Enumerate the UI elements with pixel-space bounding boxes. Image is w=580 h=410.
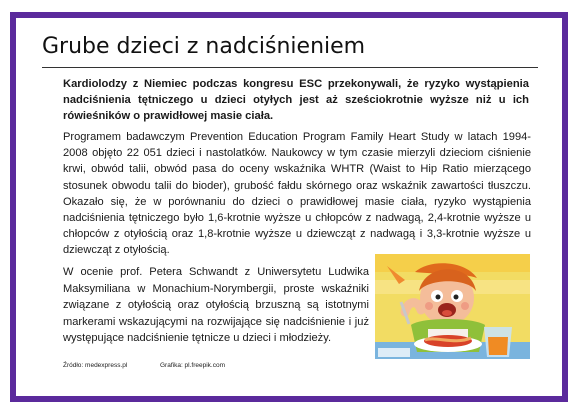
body-paragraph-opinion: W ocenie prof. Petera Schwandt z Uniwersytetu Ludwika Maksymiliana w Monachium-Norymbergii, proste wskaźniki związane z otyłością oraz otyłością brzuszną są istotnymi markerami wskazującymi na rozwijające się nadciśnienie i już występujące nadciśnienie tętnicze u dzieci i młodzieży.	[63, 266, 369, 345]
lead-paragraph: Kardiolodzy z Niemiec podczas kongresu ESC przekonywali, że ryzyko wystąpienia nadciśnienia tętniczego u dzieci otyłych jest aż sześciokrotnie wyższe niż u ich rówieśników o prawidłowej masie ciała.	[63, 78, 529, 122]
child-eating-illustration	[375, 254, 530, 359]
footer-graphic-credit: Grafika: pl.freepik.com	[160, 362, 226, 369]
title-divider	[42, 67, 538, 68]
page-title: Grube dzieci z nadciśnieniem	[42, 34, 366, 59]
body-paragraph-study: Programem badawczym Prevention Education Program Family Heart Study w latach 1994-2008 objęto 22 051 dzieci i nastolatków. Naukowcy w tym czasie mierzyli dzieciom ciśnienie krwi, obwód talii, obwód pasa do oceny wskaźnika WHTR (Waist to Hip Ratio mierzącego stosunek obwodu talii do bioder), grubość fałdu skórnego oraz wskaźnik zawartości tłuszczu. Okazało się, że w porównaniu do dzieci o prawidłowej masie ciała, ryzyko wystąpienia nadciśnienia tętniczego było 1,6-krotnie wyższe u chłopców z nadwagą, 2,4-krotnie wyższe u chłopców z otyłością oraz 1,8-krotnie wyższe u dziewcząt z nadwagą i 3,3-krotnie wyższe u dziewcząt z otyłością.	[63, 131, 531, 257]
footer-source: Źródło: medexpress.pl	[63, 362, 128, 369]
